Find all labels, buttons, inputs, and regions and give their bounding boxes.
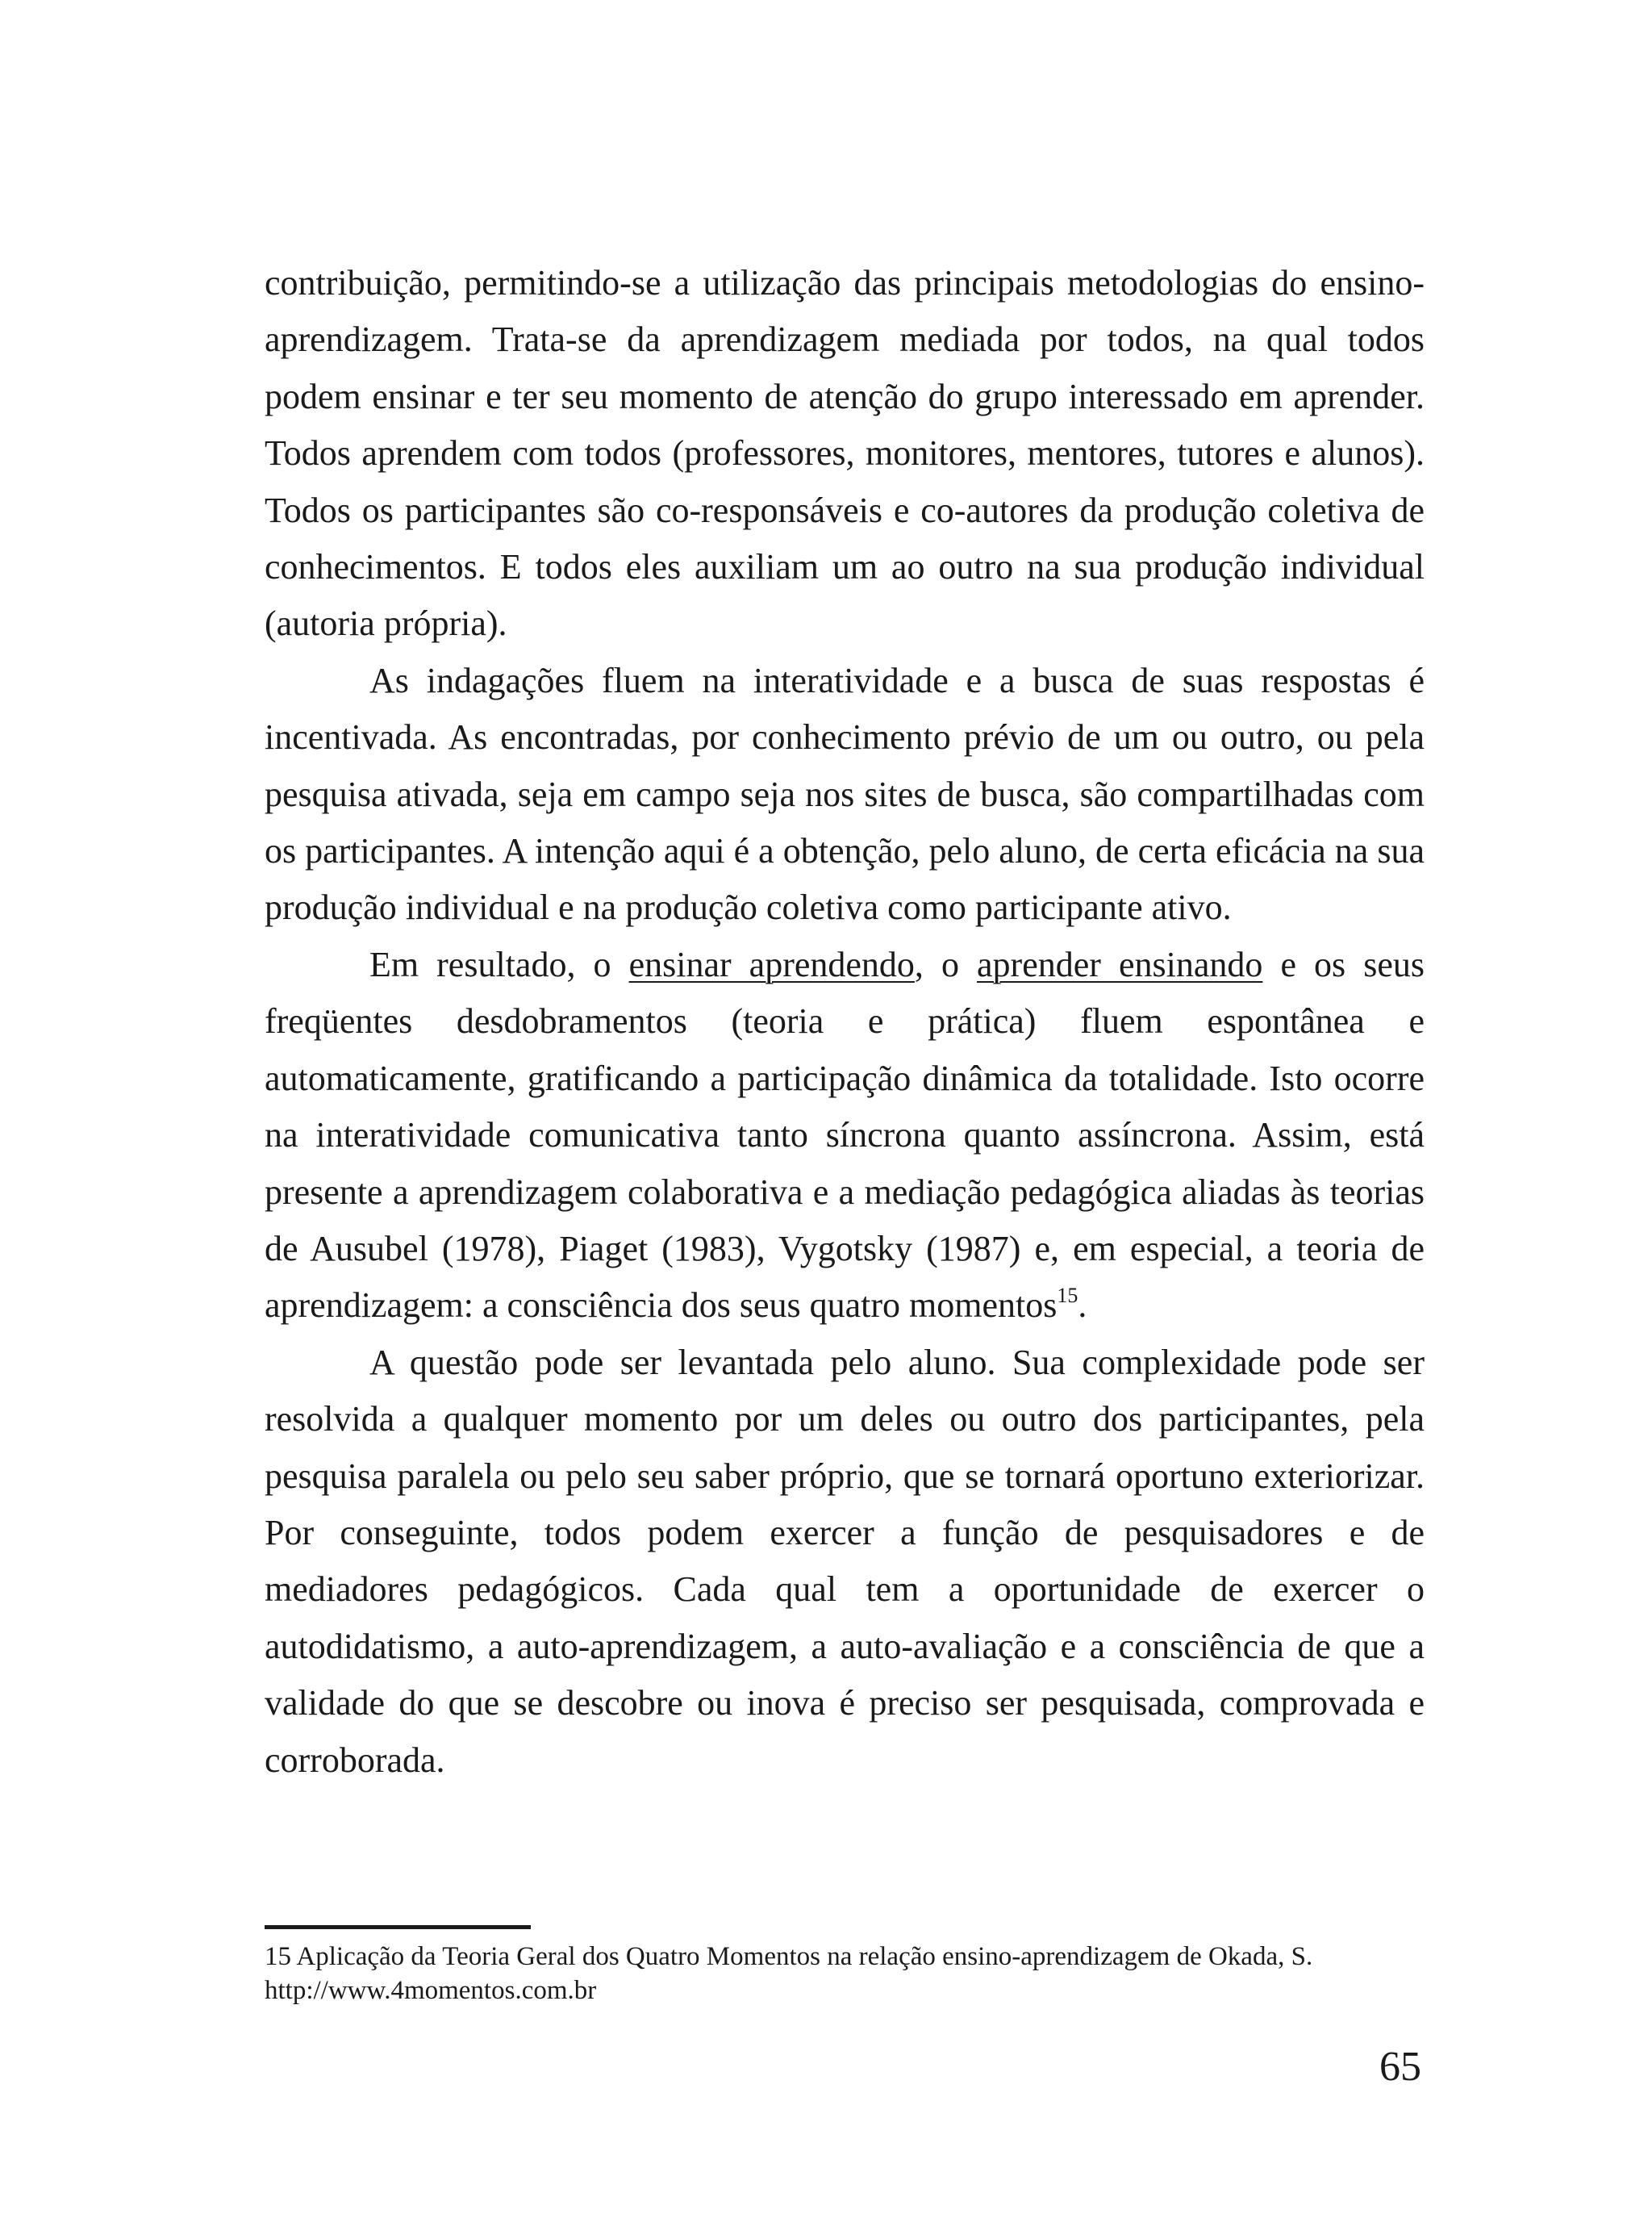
body-text — [265, 255, 1425, 1789]
footnote-separator — [265, 1925, 531, 1929]
paragraph-4: A questão pode ser levantada pelo aluno. Sua complexidade pode ser resolvida a qualquer momento por um deles ou outro dos participantes, pela pesquisa paralela ou pelo seu saber próprio, que se tornará oportuno exteriorizar. Por conseguinte, todos podem exercer a função de pesquisadores e de mediadores pedagógicos. Cada qual tem a oportunidade de exercer o autodidatismo, a auto-aprendizagem, a auto-avaliação e a consciência de que a validade do que se descobre ou inova é preciso ser pesquisada, comprovada e corroborada. — [265, 1342, 1425, 1780]
paragraph-3-lead: Em resultado, o — [369, 944, 629, 984]
paragraph-3-rest: e os seus freqüentes desdobramentos (teoria e prática) fluem espontânea e automaticamente, gratificando a participação dinâmica da totalidade. Isto ocorre na interatividade comunicativa tanto síncrona quanto assíncrona. Assim, está presente a aprendizagem colaborativa e a mediação pedagógica aliadas às teorias de Ausubel (1978), Piaget (1983), Vygotsky (1987) e, em especial, a teoria de aprendizagem: a consciência dos seus quatro momentos — [265, 944, 1425, 1326]
footnote-reference[interactable]: 15 — [1057, 1284, 1078, 1308]
paragraph-3 — [265, 937, 1425, 1335]
paragraph-2: As indagações fluem na interatividade e a busca de suas respostas é incentivada. As encontradas, por conhecimento prévio de um ou outro, ou pela pesquisa ativada, seja em campo seja nos sites de busca, são compartilhadas com os participantes. A intenção aqui é a obtenção, pelo aluno, de certa eficácia na sua produção individual e na produção coletiva como participante ativo. — [265, 660, 1425, 928]
page-number: 65 — [1379, 2044, 1421, 2090]
paragraph-1: contribuição, permitindo-se a utilização das principais metodologias do ensino-aprendizagem. Trata-se da aprendizagem mediada por todos, na qual todos podem ensinar e ter seu momento de atenção do grupo interessado em aprender. Todos aprendem com todos (professores, monitores, mentores, tutores e alunos). Todos os participantes são co-responsáveis e co-autores da produção coletiva de conhecimentos. E todos eles auxiliam um ao outro na sua produção individual (autoria própria). — [265, 263, 1425, 644]
footnote — [265, 1940, 1434, 2007]
footnote-url[interactable]: http://www.4momentos.com.br — [265, 1976, 597, 2005]
footnote-text: 15 Aplicação da Teoria Geral dos Quatro Momentos na relação ensino-aprendizagem de Okada, S. — [265, 1942, 1313, 1971]
underlined-term-ensinar-aprendendo: ensinar aprendendo — [628, 944, 915, 984]
paragraph-3-end: . — [1078, 1285, 1087, 1326]
paragraph-3-mid: , o — [914, 944, 978, 984]
underlined-term-aprender-ensinando: aprender ensinando — [977, 944, 1263, 984]
